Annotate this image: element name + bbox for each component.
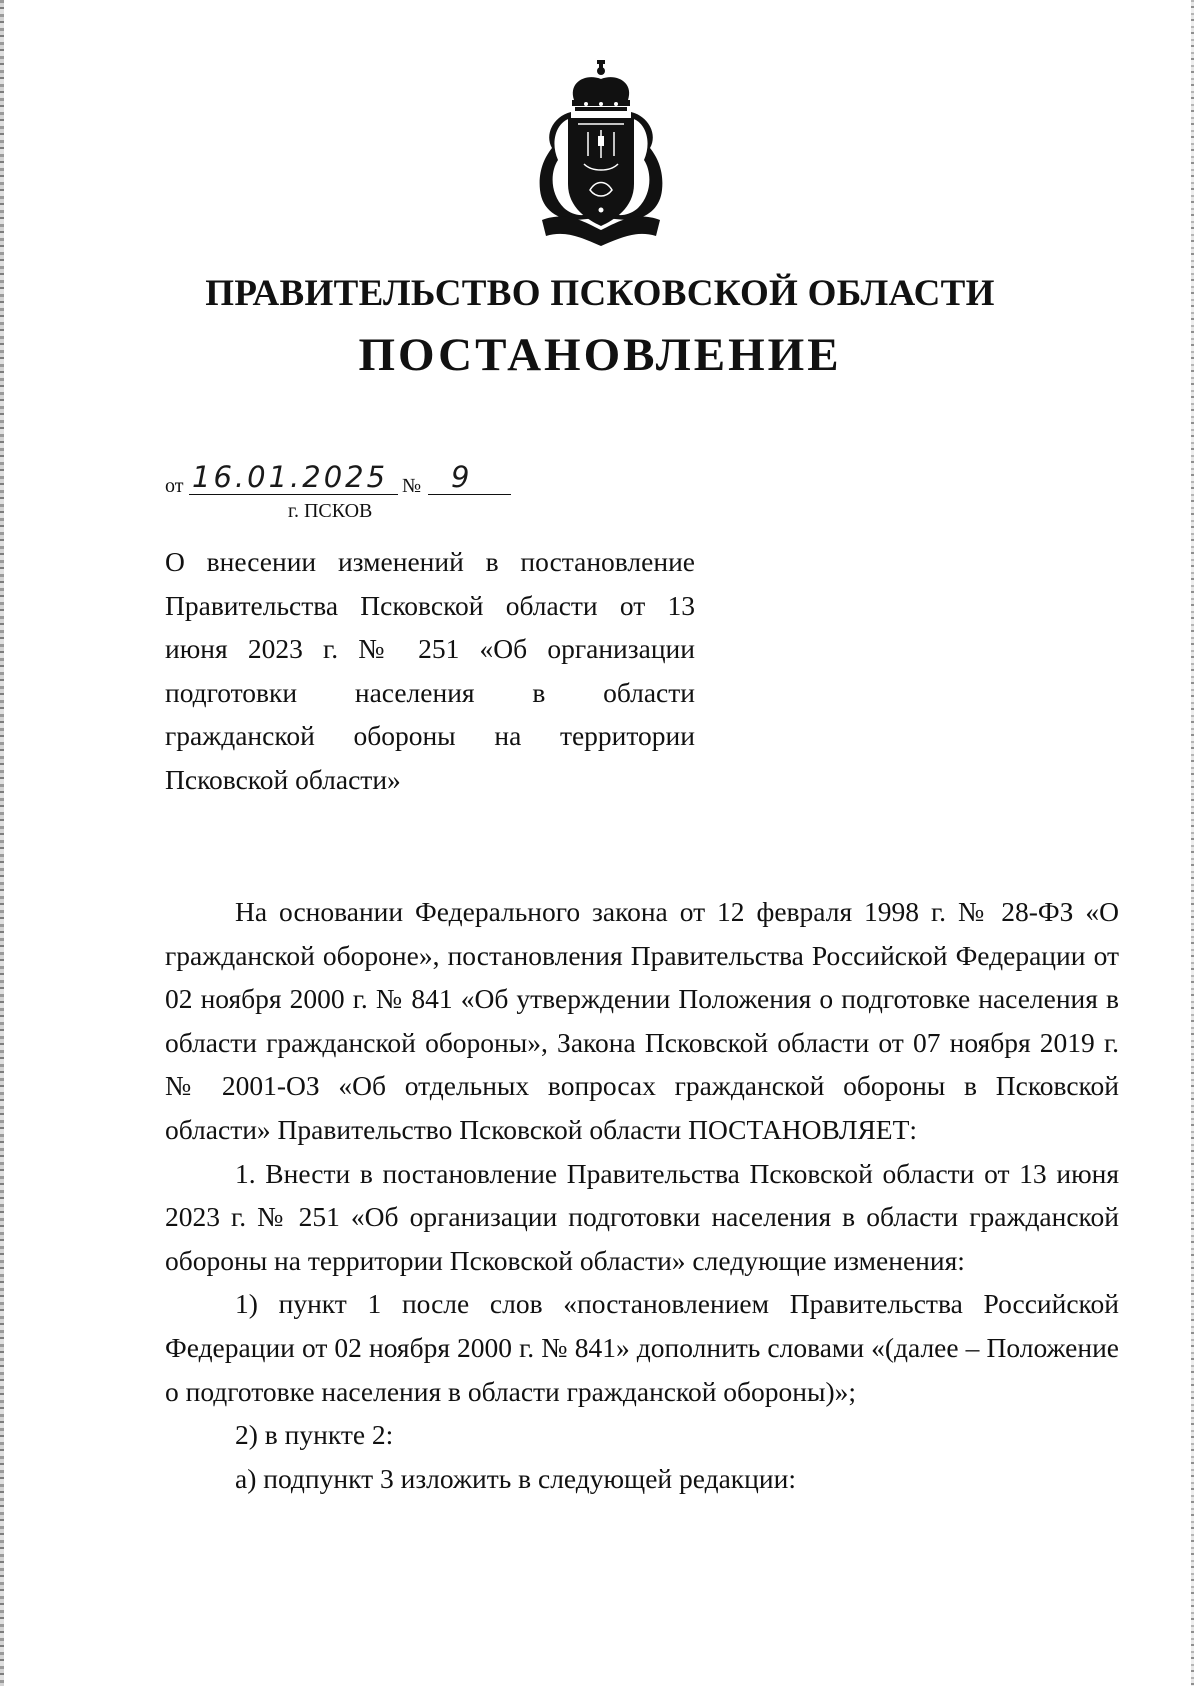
- subclause-2-paragraph: 2) в пункте 2:: [235, 1419, 394, 1451]
- subclause-2a-paragraph: а) подпункт 3 изложить в следующей редакции:: [235, 1462, 796, 1494]
- document-subject: О внесении изменений в постановление Правительства Псковской области от 13 июня 2023 г. № 251 «Об организации подготовки населения в области гражданской обороны на территории Псковской области»: [165, 546, 695, 795]
- number-label: №: [402, 475, 422, 497]
- clause-1-paragraph: 1. Внести в постановление Правительства Псковской области от 13 июня 2023 г. № 251 «Об организации подготовки населения в области гражданской обороны на территории Псковской области» следующие изменения:: [165, 1157, 1119, 1276]
- subclause-1-paragraph: 1) пункт 1 после слов «постановлением Правительства Российской Федерации от 02 ноября 2000 г. № 841» дополнить словами «(далее – Положение о подготовке населения в области гражданской обороны)»;: [165, 1288, 1119, 1407]
- handwritten-date: 16.01.2025: [192, 460, 389, 494]
- scan-edge-right: [1191, 0, 1194, 1686]
- city-label: г. ПСКОВ: [288, 500, 373, 522]
- date-label: от: [165, 475, 184, 497]
- organization-name: ПРАВИТЕЛЬСТВО ПСКОВСКОЙ ОБЛАСТИ: [205, 273, 995, 314]
- document-type-title: ПОСТАНОВЛЕНИЕ: [358, 329, 842, 381]
- preamble-paragraph: На основании Федерального закона от 12 февраля 1998 г. № 28-ФЗ «О гражданской обороне», постановления Правительства Российской Федерации от 02 ноября 2000 г. № 841 «Об утверждении Положения о подготовке населения в области гражданской обороны», Закона Псковской области от 07 ноября 2019 г. № 2001-ОЗ «Об отдельных вопросах гражданской обороны в Псковской области» Правительство Псковской области ПОСТАНОВЛЯЕТ:: [165, 896, 1119, 1145]
- handwritten-number: 9: [451, 460, 473, 494]
- pskov-region-coat-of-arms-icon: [528, 60, 674, 246]
- registration-line: [165, 460, 565, 498]
- date-underline: [189, 494, 398, 495]
- number-underline: [428, 494, 511, 495]
- scan-edge-left: [0, 0, 4, 1686]
- document-body: [165, 890, 1119, 1500]
